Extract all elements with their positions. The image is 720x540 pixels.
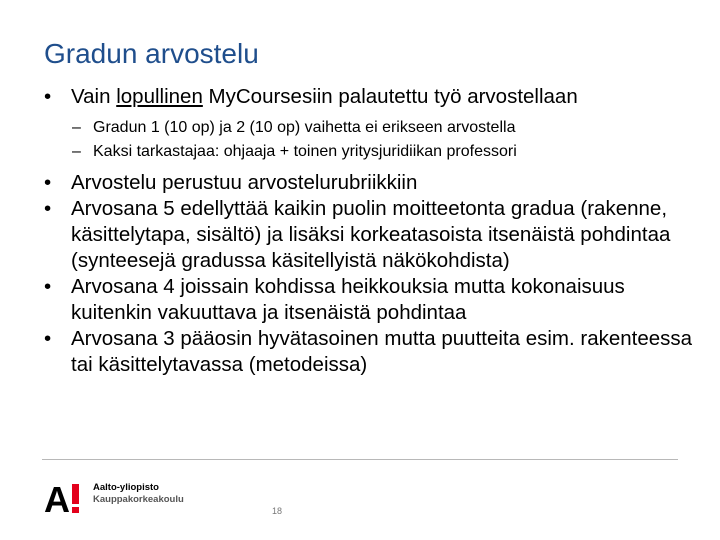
bullet-dot: • bbox=[44, 275, 52, 298]
sub-bullet-text: Gradun 1 (10 op) ja 2 (10 op) vaihetta ei erikseen arvostella bbox=[93, 119, 516, 136]
bullet-final-work bbox=[44, 84, 694, 110]
aalto-logo-mark-icon bbox=[44, 481, 88, 515]
sub-bullet-examiners bbox=[44, 140, 694, 164]
bullet-text: Arvosana 3 pääosin hyvätasoinen mutta puutteita esim. rakenteessa tai käsittelytavassa (metodeissa) bbox=[71, 327, 693, 376]
bullet-text: Arvostelu perustuu arvostelurubriikkiin bbox=[71, 171, 418, 194]
bullet-rubric bbox=[44, 170, 694, 196]
underlined-word: lopullinen bbox=[116, 85, 203, 108]
bullet-grade-5 bbox=[44, 196, 694, 274]
bullet-dot: • bbox=[44, 327, 52, 350]
bullet-text: Arvosana 4 joissain kohdissa heikkouksia mutta kokonaisuus kuitenkin vakuuttava ja itsenäistä pohdintaa bbox=[71, 275, 625, 324]
bullet-text-part: MyCoursesiin palautettu työ arvostellaan bbox=[202, 85, 578, 108]
slide-content bbox=[44, 84, 694, 378]
sub-bullet-text: Kaksi tarkastajaa: ohjaaja + toinen yritysjuridiikan professori bbox=[93, 143, 517, 160]
sub-bullet-phases bbox=[44, 116, 694, 140]
slide-title: Gradun arvostelu bbox=[44, 38, 259, 69]
bullet-dot: • bbox=[44, 197, 52, 220]
aalto-logo bbox=[44, 479, 204, 519]
logo-text bbox=[93, 482, 184, 506]
dash-marker: – bbox=[72, 143, 81, 160]
page-number: 18 bbox=[271, 506, 282, 516]
bullet-grade-4 bbox=[44, 274, 694, 326]
bullet-dot: • bbox=[44, 85, 52, 108]
dash-marker: – bbox=[72, 119, 81, 136]
footer-divider bbox=[42, 459, 678, 460]
logo-school-name: Kauppakorkeakoulu bbox=[93, 494, 184, 505]
sub-bullet-list bbox=[44, 116, 694, 164]
logo-university-name: Aalto-yliopisto bbox=[93, 482, 159, 493]
bullet-grade-3 bbox=[44, 326, 694, 378]
svg-text:A: A bbox=[44, 481, 70, 515]
bullet-text: Arvosana 5 edellyttää kaikin puolin moitteetonta gradua (rakenne, käsittelytapa, sisältö) ja lisäksi korkeatasoista itsenäistä pohdintaa (synteesejä gradussa käsitellyistä näkökohdista) bbox=[71, 197, 671, 272]
bullet-dot: • bbox=[44, 171, 52, 194]
bullet-text-part: Vain bbox=[71, 85, 117, 108]
